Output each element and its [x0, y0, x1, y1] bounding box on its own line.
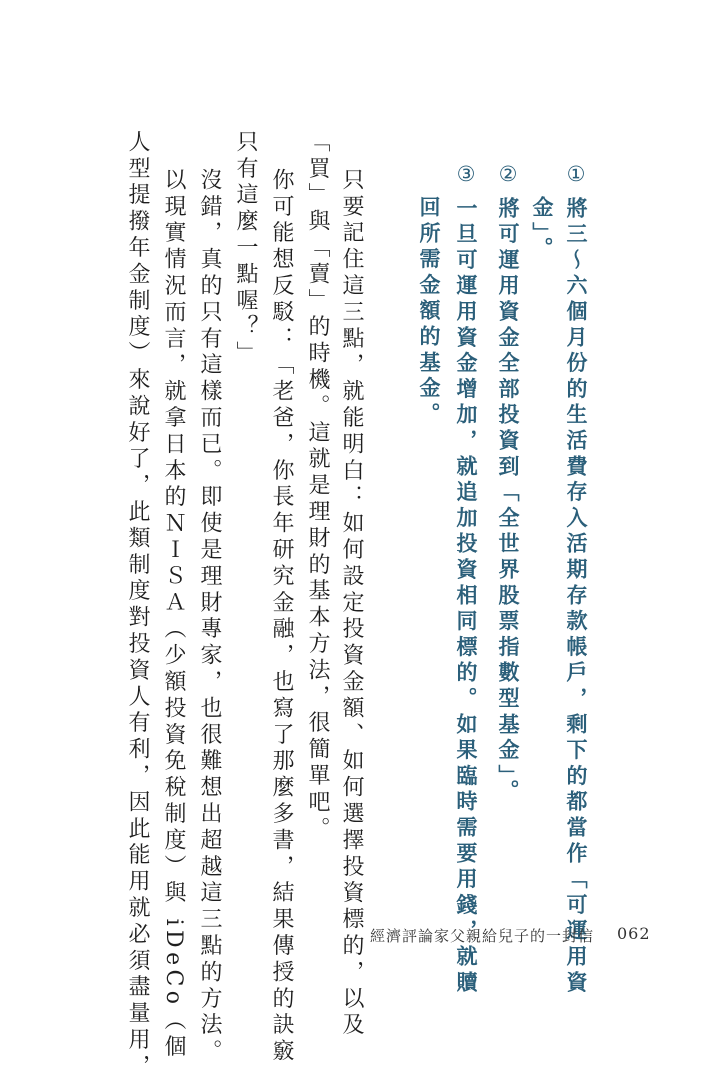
- body-line-3: 你可能想反駁：「老爸，你長年研究金融，也寫了那麼多書，結果傳授的訣竅: [269, 168, 294, 1066]
- list-item-1-line-2: 金」。: [530, 196, 554, 263]
- body-line-2: 「買」與「賣」的時機。這就是理財的基本方法，很簡單吧。: [305, 130, 330, 843]
- list-number-1: ①: [564, 162, 588, 191]
- list-item-1-line-1: [565, 162, 586, 997]
- body-line-5: 沒錯，真的只有這樣而已。即使是理財專家，也很難想出超越這三點的方法。: [197, 168, 222, 1066]
- list-text: 一旦可運用資金增加，就追加投資相同標的。如果臨時需要用錢，就贖: [454, 196, 478, 997]
- list-item-2: [497, 162, 518, 806]
- running-footer-title: 經濟評論家父親給兒子的一封信: [370, 927, 595, 945]
- list-text: 將可運用資金全部投資到「全世界股票指數型基金」。: [496, 196, 520, 806]
- list-item-3-line-1: [455, 162, 476, 997]
- body-line-6: 以現實情況而言，就拿日本的ＮＩＳＡ（少額投資免稅制度）與 iDeCo（個: [161, 168, 186, 1062]
- body-line-7: 人型提撥年金制度）來說好了，此類制度對投資人有利，因此能用就必須盡量用，: [125, 130, 150, 1080]
- body-line-1: 只要記住這三點，就能明白：如何設定投資金額、如何選擇投資標的，以及: [339, 168, 364, 1040]
- body-line-4: 只有這麼一點喔？」: [233, 130, 258, 368]
- list-text: 將三～六個月份的生活費存入活期存款帳戶，剩下的都當作「可運用資: [564, 196, 588, 997]
- page-number: 062: [617, 924, 651, 943]
- list-number-2: ②: [496, 162, 520, 191]
- list-number-3: ③: [454, 162, 478, 191]
- list-item-3-line-2: 回所需金額的基金。: [417, 196, 441, 429]
